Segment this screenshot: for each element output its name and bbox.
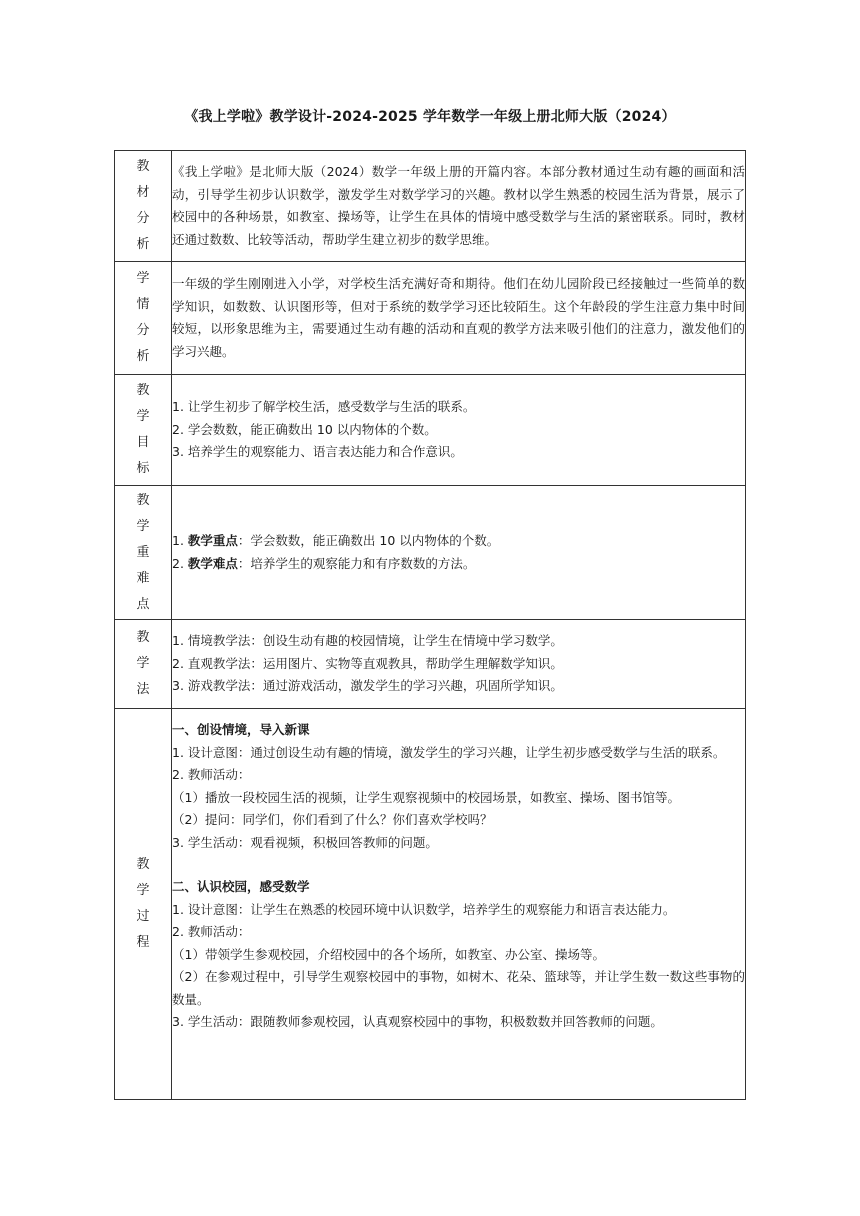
lesson-plan-table <box>114 150 746 1100</box>
spacer <box>172 854 745 876</box>
list-item: 2. 教学难点：培养学生的观察能力和有序数数的方法。 <box>172 555 476 571</box>
teaching-goals-list <box>172 375 746 486</box>
list-item: 1. 情境教学法：创设生动有趣的校园情境，让学生在情境中学习数学。 <box>172 633 563 649</box>
process-line: 2. 教师活动： <box>172 924 251 939</box>
row-label: 教 学 目 标 <box>115 375 172 486</box>
section-heading: 二、认识校园，感受数学 <box>172 879 310 894</box>
list-item: 3. 培养学生的观察能力、语言表达能力和合作意识。 <box>172 444 463 460</box>
process-line: （1）带领学生参观校园，介绍校园中的各个场所，如教室、办公室、操场等。 <box>172 946 605 962</box>
row-textbook-analysis <box>115 151 746 262</box>
student-analysis-text: 一年级的学生刚刚进入小学，对学校生活充满好奇和期待。他们在幼儿园阶段已经接触过一些简单的数学知识，如数数、认识图形等，但对于系统的数学学习还比较陌生。这个年龄段的学生注意力集中时间较短，以形象思维为主，需要通过生动有趣的活动和直观的教学方法来吸引他们的注意力，激发他们的学习兴趣。 <box>172 262 746 375</box>
section-heading: 一、创设情境，导入新课 <box>172 722 310 737</box>
list-item: 1. 让学生初步了解学校生活，感受数学与生活的联系。 <box>172 399 476 415</box>
list-item: 2. 学会数数，能正确数出 10 以内物体的个数。 <box>172 421 437 437</box>
row-student-analysis <box>115 262 746 375</box>
list-item: 2. 直观教学法：运用图片、实物等直观教具，帮助学生理解数学知识。 <box>172 655 563 671</box>
teaching-methods-list <box>172 620 746 709</box>
row-teaching-process <box>115 709 746 1100</box>
row-teaching-methods <box>115 620 746 709</box>
process-line: （2）在参观过程中，引导学生观察校园中的事物，如树木、花朵、篮球等，并让学生数一数这些事物的数量。 <box>172 969 745 1007</box>
row-label: 学 情 分 析 <box>115 262 172 375</box>
process-line: （1）播放一段校园生活的视频，让学生观察视频中的校园场景，如教室、操场、图书馆等。 <box>172 789 680 805</box>
row-key-points <box>115 486 746 620</box>
row-label: 教 学 重 难 点 <box>115 486 172 620</box>
process-line: 1. 设计意图：通过创设生动有趣的情境，激发学生的学习兴趣，让学生初步感受数学与生活的联系。 <box>172 744 726 760</box>
process-line: 2. 教师活动： <box>172 767 251 782</box>
process-line: 3. 学生活动：跟随教师参观校园，认真观察校园中的事物，积极数数并回答教师的问题。 <box>172 1014 663 1029</box>
teaching-process-content <box>172 709 746 1100</box>
row-teaching-goals <box>115 375 746 486</box>
document-title: 《我上学啦》教学设计-2024-2025 学年数学一年级上册北师大版（2024） <box>184 109 676 125</box>
row-label: 教 学 法 <box>115 620 172 709</box>
list-item: 1. 教学重点：学会数数，能正确数出 10 以内物体的个数。 <box>172 533 500 548</box>
process-line: 3. 学生活动：观看视频，积极回答教师的问题。 <box>172 834 438 850</box>
row-label: 教 学 过 程 <box>115 709 172 1100</box>
process-line: （2）提问：同学们，你们看到了什么？你们喜欢学校吗？ <box>172 812 493 827</box>
process-line: 1. 设计意图：让学生在熟悉的校园环境中认识数学，培养学生的观察能力和语言表达能力。 <box>172 901 676 917</box>
row-label: 教 材 分 析 <box>115 151 172 262</box>
textbook-analysis-text: 《我上学啦》是北师大版（2024）数学一年级上册的开篇内容。本部分教材通过生动有趣的画面和活动，引导学生初步认识数学，激发学生对数学学习的兴趣。教材以学生熟悉的校园生活为背景，展示了校园中的各种场景，如教室、操场等，让学生在具体的情境中感受数学与生活的紧密联系。同时，教材还通过数数、比较等活动，帮助学生建立初步的数学思维。 <box>172 151 746 262</box>
list-item: 3. 游戏教学法：通过游戏活动，激发学生的学习兴趣，巩固所学知识。 <box>172 678 563 694</box>
key-points-list <box>172 486 746 620</box>
